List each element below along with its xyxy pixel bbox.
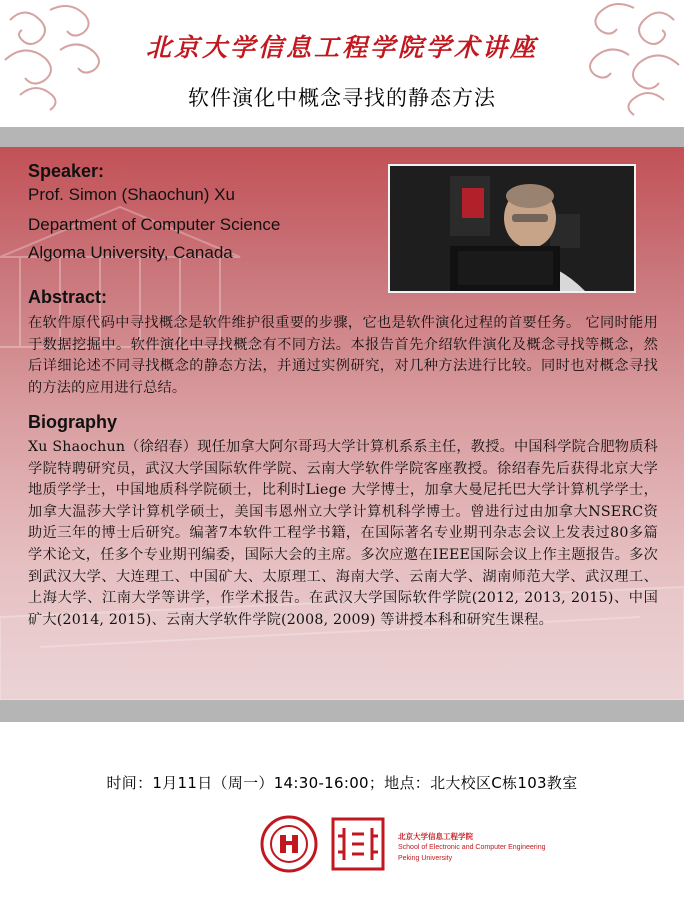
event-time-location: 时间：1月11日（周一）14:30-16:00；地点：北大校区C栋103教室 [106,774,578,792]
lecture-series-title: 北京大学信息工程学院学术讲座 [145,33,538,62]
school-name-en-line1: School of Electronic and Computer Engineering [398,844,546,851]
grey-band-bottom [0,700,684,722]
abstract-text: 在软件原代码中寻找概念是软件维护很重要的步骤，它也是软件演化过程的首要任务。 它同时能用于数据挖掘中。软件演化中寻找概念有不同方法。本报告首先介绍软件演化及概念寻找等概念，然后详细论述不同寻找概念的静态方法，并通过实例研究，对几种方法进行比较。同时也对概念寻找的方法的应用进行总结。 [28,315,658,396]
poster-header [0,0,684,127]
school-name-block [398,831,545,864]
content-panel [0,147,684,700]
abstract-heading: Abstract: [28,287,108,307]
speaker-name: Prof. Simon (Shaochun) Xu [28,185,235,204]
talk-title: 软件演化中概念寻找的静态方法 [188,86,496,110]
peking-university-seal-icon [260,815,318,873]
speaker-heading: Speaker: [28,161,105,181]
speaker-department: Department of Computer Science [28,215,281,234]
grey-band-top [0,127,684,147]
speaker-university: Algoma University, Canada [28,243,233,262]
school-logo-icon [330,816,386,872]
biography-heading: Biography [28,412,118,432]
school-name-en-line2: Peking University [398,855,453,862]
biography-text: Xu Shaochun（徐绍春）现任加拿大阿尔哥玛大学计算机系系主任，教授。中国科学院合肥物质科学院特聘研究员，武汉大学国际软件学院、云南大学软件学院客座教授。徐绍春先后获得北京大学地质学学士，中国地质科学院硕士，比利时Liege 大学博士，加拿大曼尼托巴大学计算机学学士，加拿大温莎大学计算机学硕士，美国韦恩州立大学计算机科学博士。曾进行过由加拿大NSERC资助近三年的博士后研究。编著7本软件工程学书籍，在国际著名专业期刊杂志会议上发表过80多篇学术论文，任多个专业期刊编委，国际大会的主席。多次应邀在IEEE国际会议上作主题报告。多次到武汉大学、大连理工、中国矿大、太原理工、海南大学、云南大学、湖南师范大学、武汉理工、上海大学、江南大学等讲学，作学术报告。在武汉大学国际软件学院(2012, 2013, 2015)、中国矿大(2014, 2015)、云南大学软件学院(2008, 2009) 等讲授本科和研究生课程。 [28,439,658,628]
speaker-photo [388,164,636,293]
school-name-cn: 北京大学信息工程学院 [398,832,473,841]
